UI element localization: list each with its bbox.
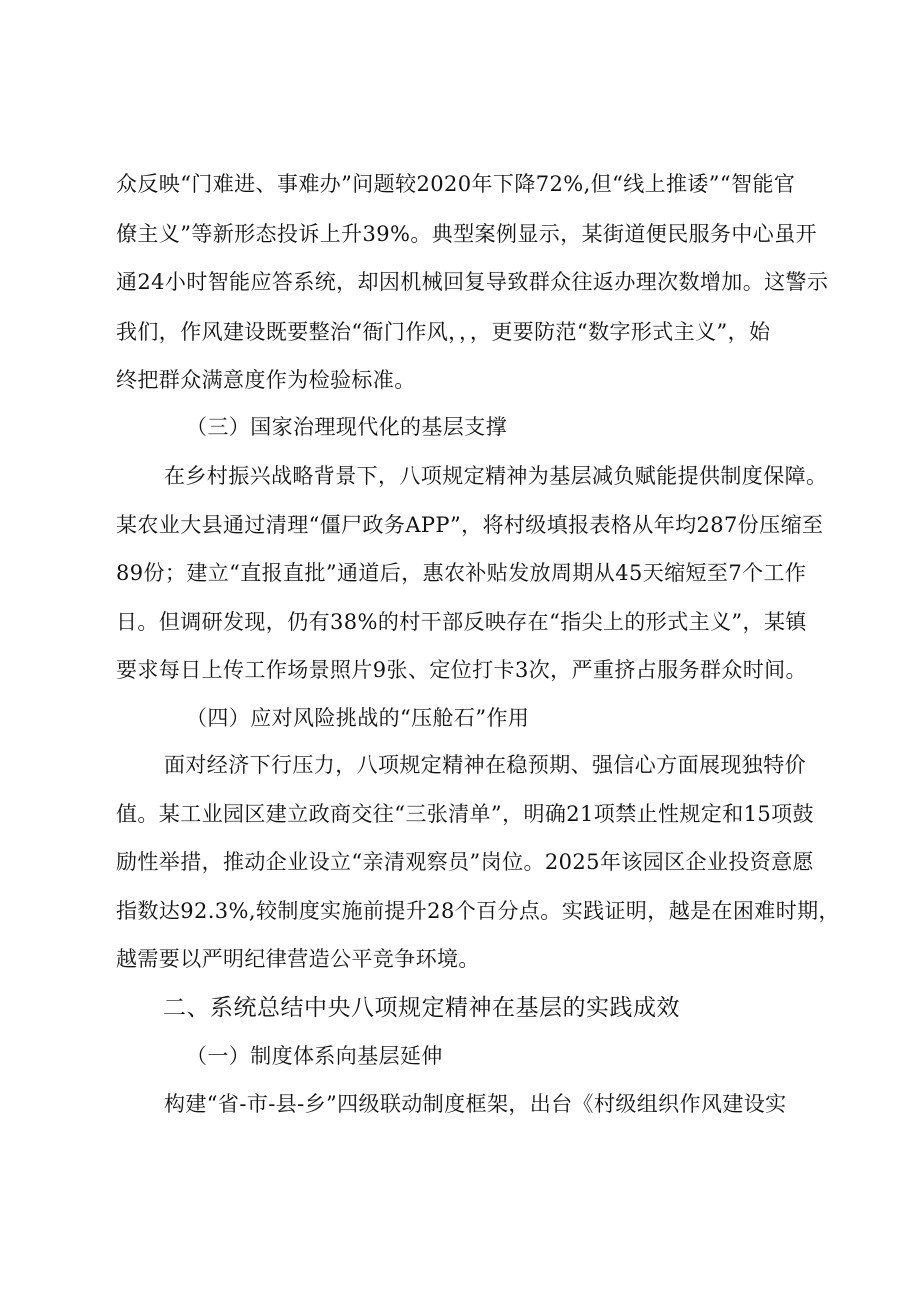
body-line: 我们，作风建设既要整治“衙门作风，，，更要防范“数字形式主义”，始 <box>116 320 771 344</box>
subsection-heading-3: （三）国家治理现代化的基层支撑 <box>186 415 507 439</box>
body-line: 僚主义”等新形态投诉上升39%。典型案例显示，某街道便民服务中心虽开 <box>116 222 818 246</box>
body-line: 某农业大县通过清理“僵尸政务APP”，将村级填报表格从年均287份压缩至 <box>116 513 824 537</box>
body-line: 日。但调研发现，仍有38%的村干部反映存在“指尖上的形式主义”，某镇 <box>116 610 807 634</box>
body-line: 89份；建立“直报直批”通道后，惠农补贴发放周期从45天缩短至7个工作 <box>116 561 807 585</box>
body-line: 终把群众满意度作为检验标准。 <box>116 368 416 392</box>
body-line: 面对经济下行压力，八项规定精神在稳预期、强信心方面展现独特价 <box>164 753 806 777</box>
section-heading-2: 二、系统总结中央八项规定精神在基层的实践成效 <box>163 995 680 1021</box>
body-line: 众反映“门难进、事难办”问题较2020年下降72%,但“线上推诿”“智能官 <box>116 172 796 196</box>
body-line: 指数达92.3%,较制度实施前提升28个百分点。实践证明，越是在困难时期， <box>116 899 840 923</box>
subsection-heading-1: （一）制度体系向基层延伸 <box>186 1044 443 1068</box>
body-line: 励性举措，推动企业设立“亲清观察员”岗位。2025年该园区企业投资意愿 <box>116 850 814 874</box>
body-line: 在乡村振兴战略背景下，八项规定精神为基层减负赋能提供制度保障。 <box>164 464 828 488</box>
subsection-heading-4: （四）应对风险挑战的“压舱石”作用 <box>186 706 530 730</box>
body-line: 要求每日上传工作场景照片9张、定位打卡3次，严重挤占服务群众时间。 <box>116 658 807 682</box>
body-line: 通24小时智能应答系统，却因机械回复导致群众往返办理次数增加。这警示 <box>116 270 829 294</box>
body-line: 越需要以严明纪律营造公平竞争环境。 <box>116 947 480 971</box>
body-line: 构建“省-市-县-乡”四级联动制度框架，出台《村级组织作风建设实 <box>164 1092 787 1116</box>
body-line: 值。某工业园区建立政商交往“三张清单”，明确21项禁止性规定和15项鼓 <box>116 802 814 826</box>
